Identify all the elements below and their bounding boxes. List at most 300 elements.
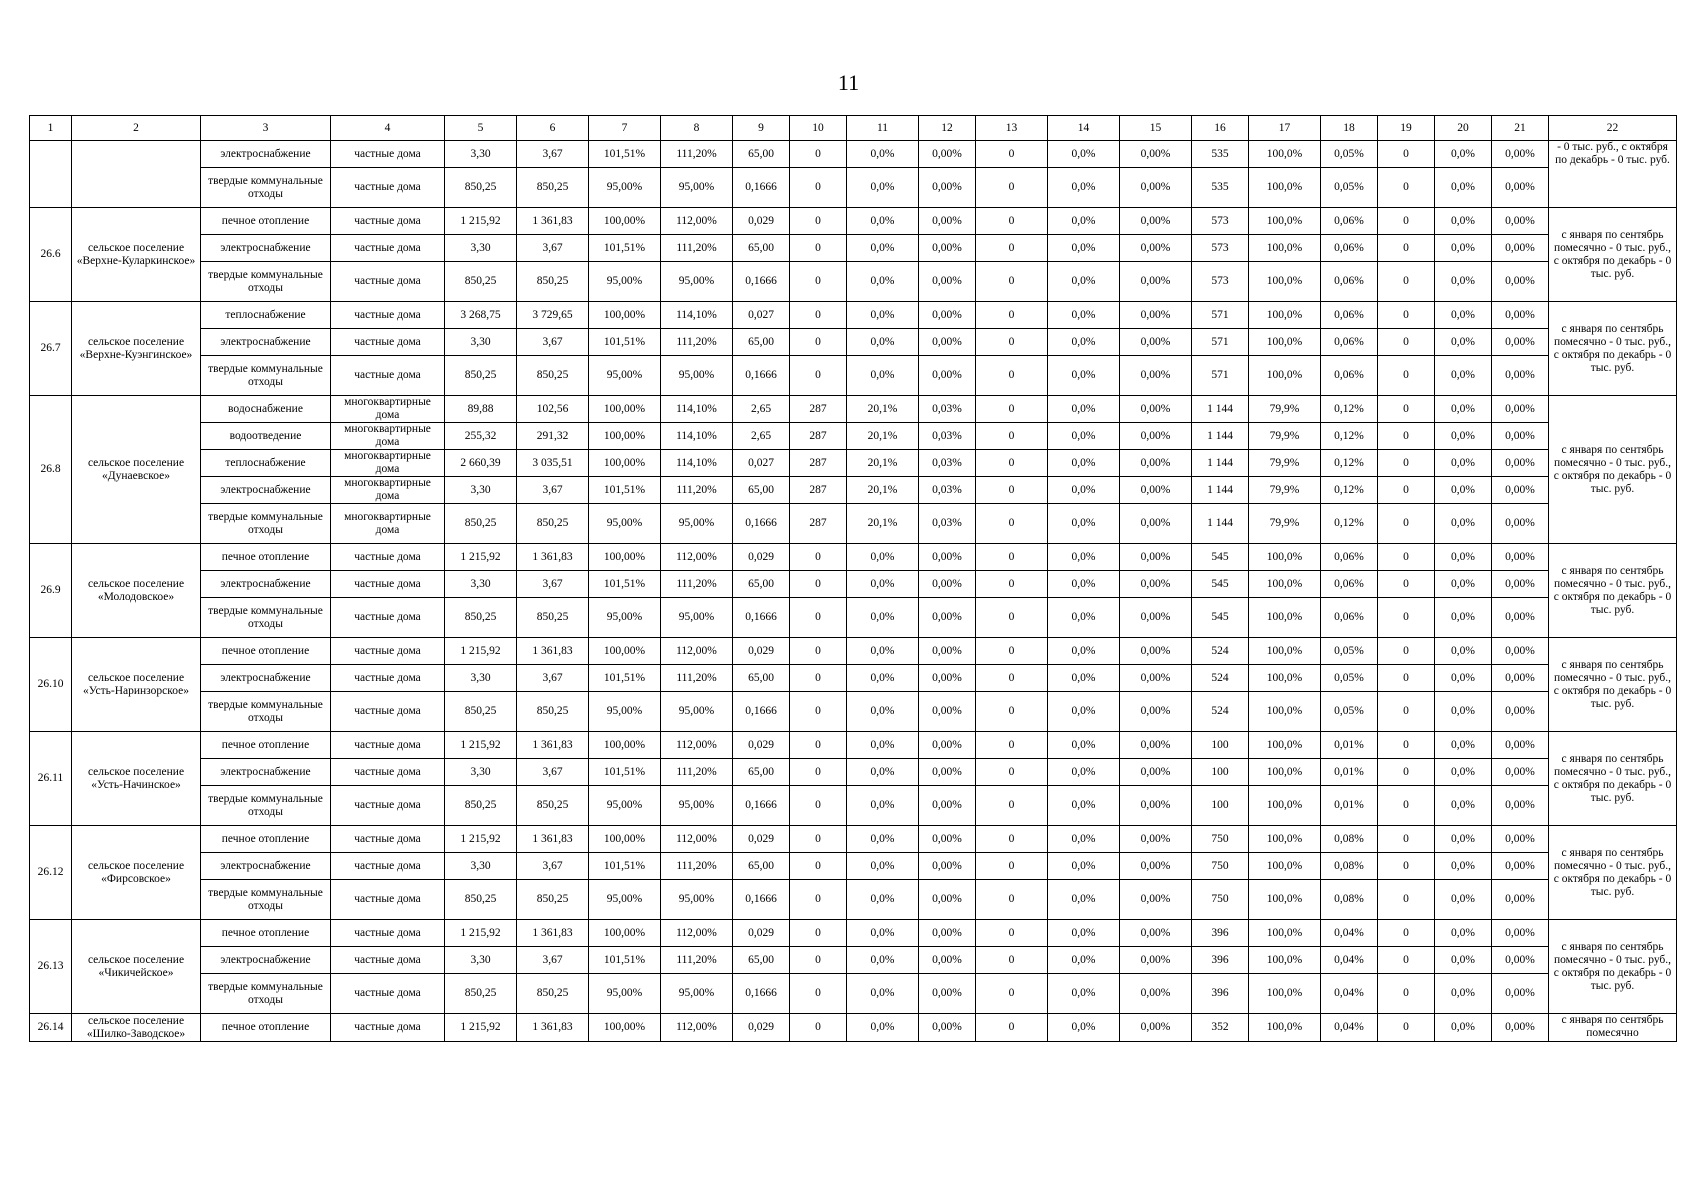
table-cell: 0,0%: [1435, 396, 1492, 423]
table-cell: 0,0%: [1435, 450, 1492, 477]
table-cell: 524: [1192, 665, 1249, 692]
table-cell: 0,12%: [1321, 396, 1378, 423]
table-cell: 112,00%: [661, 826, 733, 853]
table-cell: 0,0%: [1048, 598, 1120, 638]
service-type: электроснабжение: [201, 665, 331, 692]
table-cell: 1 144: [1192, 396, 1249, 423]
table-cell: 95,00%: [661, 880, 733, 920]
table-cell: 20,1%: [847, 396, 919, 423]
table-cell: 0,00%: [1492, 947, 1549, 974]
table-cell: 0,00%: [919, 826, 976, 853]
table-cell: 79,9%: [1249, 423, 1321, 450]
housing-type: частные дома: [331, 329, 445, 356]
table-cell: 0,00%: [919, 638, 976, 665]
table-cell: 111,20%: [661, 853, 733, 880]
table-cell: 0: [1378, 168, 1435, 208]
housing-type: частные дома: [331, 356, 445, 396]
table-cell: 100,00%: [589, 450, 661, 477]
table-cell: 1 215,92: [445, 638, 517, 665]
column-header: 19: [1378, 116, 1435, 141]
table-cell: 100,0%: [1249, 598, 1321, 638]
payment-note: с января по сентябрь помесячно - 0 тыс. руб., с октября по декабрь - 0 тыс. руб.: [1549, 302, 1677, 396]
table-cell: 0,05%: [1321, 638, 1378, 665]
table-cell: 0,06%: [1321, 302, 1378, 329]
table-cell: 100,00%: [589, 544, 661, 571]
table-cell: 0,0%: [1048, 423, 1120, 450]
table-cell: 100,0%: [1249, 880, 1321, 920]
table-cell: 3,67: [517, 571, 589, 598]
table-cell: 3,67: [517, 141, 589, 168]
table-cell: 65,00: [733, 853, 790, 880]
table-cell: 0,00%: [1120, 826, 1192, 853]
table-cell: 850,25: [517, 356, 589, 396]
table-cell: 545: [1192, 571, 1249, 598]
table-cell: 524: [1192, 638, 1249, 665]
housing-type: частные дома: [331, 732, 445, 759]
table-cell: 0,0%: [1048, 396, 1120, 423]
table-cell: 0,04%: [1321, 920, 1378, 947]
table-cell: 100,0%: [1249, 1014, 1321, 1042]
service-type: электроснабжение: [201, 235, 331, 262]
table-cell: 95,00%: [661, 786, 733, 826]
table-cell: 0,12%: [1321, 477, 1378, 504]
table-cell: 0,0%: [847, 262, 919, 302]
table-cell: 0,06%: [1321, 208, 1378, 235]
table-row: [30, 141, 1677, 168]
table-cell: 3,30: [445, 235, 517, 262]
table-cell: 0,00%: [1492, 235, 1549, 262]
table-cell: 0,05%: [1321, 141, 1378, 168]
table-cell: 0,00%: [1492, 544, 1549, 571]
table-cell: 3 035,51: [517, 450, 589, 477]
housing-type: многоквартирные дома: [331, 396, 445, 423]
table-cell: 1 361,83: [517, 208, 589, 235]
table-cell: 0,00%: [1120, 571, 1192, 598]
table-cell: 0,0%: [847, 302, 919, 329]
table-cell: 0,1666: [733, 692, 790, 732]
table-cell: 0: [790, 974, 847, 1014]
table-cell: 0,00%: [1492, 262, 1549, 302]
table-cell: 65,00: [733, 665, 790, 692]
table-cell: 0: [790, 826, 847, 853]
housing-type: частные дома: [331, 759, 445, 786]
column-header: 9: [733, 116, 790, 141]
table-cell: 101,51%: [589, 235, 661, 262]
table-row: [30, 853, 1677, 880]
table-cell: 850,25: [445, 880, 517, 920]
table-row: [30, 974, 1677, 1014]
table-cell: 0,05%: [1321, 692, 1378, 732]
table-cell: 0,12%: [1321, 423, 1378, 450]
table-cell: 573: [1192, 235, 1249, 262]
table-row: [30, 1014, 1677, 1042]
table-cell: 0: [976, 356, 1048, 396]
column-header: 14: [1048, 116, 1120, 141]
table-cell: 0,00%: [1120, 396, 1192, 423]
table-cell: 112,00%: [661, 638, 733, 665]
table-row: [30, 826, 1677, 853]
data-table: [29, 115, 1677, 1042]
table-cell: 100,0%: [1249, 920, 1321, 947]
table-cell: 0,00%: [919, 880, 976, 920]
column-header: 8: [661, 116, 733, 141]
table-cell: 0,0%: [1435, 571, 1492, 598]
table-cell: 850,25: [445, 504, 517, 544]
table-cell: 1 215,92: [445, 826, 517, 853]
payment-note: с января по сентябрь помесячно - 0 тыс. руб., с октября по декабрь - 0 тыс. руб.: [1549, 544, 1677, 638]
table-cell: 0,00%: [919, 920, 976, 947]
table-cell: 0,00%: [1120, 544, 1192, 571]
table-cell: 0,0%: [1435, 477, 1492, 504]
table-cell: 0: [790, 880, 847, 920]
table-cell: 0,06%: [1321, 235, 1378, 262]
table-cell: 95,00%: [589, 262, 661, 302]
table-cell: 2,65: [733, 396, 790, 423]
table-cell: 0,027: [733, 302, 790, 329]
table-cell: 0: [976, 826, 1048, 853]
table-cell: 100,00%: [589, 638, 661, 665]
table-cell: 0,0%: [847, 544, 919, 571]
table-row: [30, 329, 1677, 356]
table-cell: 0,06%: [1321, 262, 1378, 302]
table-cell: 0: [976, 262, 1048, 302]
table-cell: 1 361,83: [517, 826, 589, 853]
column-header: 18: [1321, 116, 1378, 141]
table-row: [30, 880, 1677, 920]
table-cell: 0,0%: [847, 168, 919, 208]
housing-type: частные дома: [331, 786, 445, 826]
table-cell: 95,00%: [661, 504, 733, 544]
table-cell: 111,20%: [661, 759, 733, 786]
table-cell: 0,0%: [1048, 692, 1120, 732]
table-row: [30, 450, 1677, 477]
table-cell: 0,04%: [1321, 1014, 1378, 1042]
table-cell: 100,0%: [1249, 329, 1321, 356]
row-number: [30, 141, 72, 208]
table-cell: 0: [790, 141, 847, 168]
table-cell: 100,0%: [1249, 571, 1321, 598]
table-cell: 0: [1378, 947, 1435, 974]
table-cell: 0,0%: [847, 235, 919, 262]
table-cell: 0,00%: [1120, 880, 1192, 920]
table-cell: 0,0%: [1048, 880, 1120, 920]
table-cell: 0,06%: [1321, 571, 1378, 598]
table-cell: 571: [1192, 302, 1249, 329]
table-cell: 0,00%: [1492, 880, 1549, 920]
table-cell: 0,12%: [1321, 504, 1378, 544]
table-cell: 0,0%: [847, 732, 919, 759]
column-header: 12: [919, 116, 976, 141]
table-cell: 0,00%: [1120, 732, 1192, 759]
table-cell: 0: [976, 477, 1048, 504]
table-cell: 0,01%: [1321, 759, 1378, 786]
table-cell: 0,03%: [919, 504, 976, 544]
payment-note: с января по сентябрь помесячно - 0 тыс. руб., с октября по декабрь - 0 тыс. руб.: [1549, 826, 1677, 920]
table-cell: 0: [790, 853, 847, 880]
table-cell: 0,0%: [1048, 638, 1120, 665]
table-cell: 0: [1378, 665, 1435, 692]
column-header: 2: [72, 116, 201, 141]
table-cell: 535: [1192, 168, 1249, 208]
table-cell: 0,0%: [1048, 504, 1120, 544]
table-cell: 111,20%: [661, 571, 733, 598]
table-cell: 0,00%: [919, 759, 976, 786]
table-cell: 287: [790, 396, 847, 423]
table-cell: 101,51%: [589, 571, 661, 598]
table-cell: 0: [976, 692, 1048, 732]
settlement-name: сельское поселение «Фирсовское»: [72, 826, 201, 920]
table-cell: 0,00%: [919, 692, 976, 732]
table-cell: 0,00%: [1120, 302, 1192, 329]
table-cell: 1 144: [1192, 423, 1249, 450]
column-header: 22: [1549, 116, 1677, 141]
table-cell: 0,00%: [1492, 1014, 1549, 1042]
table-cell: 3,67: [517, 853, 589, 880]
table-cell: 850,25: [445, 356, 517, 396]
table-cell: 396: [1192, 920, 1249, 947]
table-cell: 95,00%: [589, 974, 661, 1014]
table-cell: 0,1666: [733, 504, 790, 544]
table-cell: 95,00%: [661, 692, 733, 732]
service-type: печное отопление: [201, 732, 331, 759]
table-cell: 0,1666: [733, 880, 790, 920]
table-cell: 0,029: [733, 1014, 790, 1042]
table-cell: 0: [790, 947, 847, 974]
table-cell: 1 215,92: [445, 208, 517, 235]
table-cell: 112,00%: [661, 544, 733, 571]
table-cell: 0,0%: [1048, 732, 1120, 759]
column-header: 20: [1435, 116, 1492, 141]
table-cell: 20,1%: [847, 450, 919, 477]
table-cell: 0,0%: [1435, 598, 1492, 638]
service-type: твердые коммунальные отходы: [201, 598, 331, 638]
table-cell: 100,0%: [1249, 786, 1321, 826]
table-cell: 111,20%: [661, 329, 733, 356]
table-cell: 0: [790, 759, 847, 786]
table-cell: 100,0%: [1249, 853, 1321, 880]
table-cell: 0,03%: [919, 423, 976, 450]
table-cell: 95,00%: [589, 356, 661, 396]
service-type: твердые коммунальные отходы: [201, 786, 331, 826]
table-cell: 100: [1192, 732, 1249, 759]
housing-type: многоквартирные дома: [331, 504, 445, 544]
table-cell: 0,00%: [1492, 450, 1549, 477]
settlement-name: сельское поселение «Молодовское»: [72, 544, 201, 638]
column-header: 15: [1120, 116, 1192, 141]
table-row: [30, 786, 1677, 826]
table-cell: 0: [1378, 141, 1435, 168]
table-cell: 0,00%: [1492, 974, 1549, 1014]
table-cell: 0: [1378, 1014, 1435, 1042]
table-cell: 100,0%: [1249, 356, 1321, 396]
table-cell: 0,00%: [1120, 638, 1192, 665]
table-cell: 3 729,65: [517, 302, 589, 329]
table-cell: 3,30: [445, 329, 517, 356]
table-cell: 0,00%: [919, 141, 976, 168]
table-cell: 1 215,92: [445, 920, 517, 947]
table-cell: 0,0%: [847, 141, 919, 168]
table-row: [30, 544, 1677, 571]
table-cell: 0,00%: [1492, 356, 1549, 396]
table-cell: 0: [1378, 880, 1435, 920]
settlement-name: сельское поселение «Усть-Наринзорское»: [72, 638, 201, 732]
table-cell: 0,0%: [1048, 141, 1120, 168]
settlement-name: сельское поселение «Чикичейское»: [72, 920, 201, 1014]
table-cell: 100,0%: [1249, 759, 1321, 786]
table-cell: 0: [1378, 920, 1435, 947]
table-cell: 1 144: [1192, 477, 1249, 504]
table-cell: 0,04%: [1321, 947, 1378, 974]
table-cell: 100,00%: [589, 302, 661, 329]
table-cell: 0,00%: [1492, 759, 1549, 786]
table-row: [30, 168, 1677, 208]
table-cell: 0,00%: [919, 356, 976, 396]
table-cell: 0,0%: [847, 1014, 919, 1042]
table-cell: 0,00%: [1120, 692, 1192, 732]
table-cell: 0,00%: [1492, 477, 1549, 504]
service-type: электроснабжение: [201, 853, 331, 880]
table-cell: 0,00%: [919, 302, 976, 329]
table-cell: 0,029: [733, 544, 790, 571]
service-type: печное отопление: [201, 544, 331, 571]
table-cell: 100,0%: [1249, 665, 1321, 692]
table-cell: 0,00%: [1120, 759, 1192, 786]
service-type: электроснабжение: [201, 759, 331, 786]
table-cell: 0,0%: [1435, 262, 1492, 302]
table-cell: 0,029: [733, 920, 790, 947]
table-cell: 0,00%: [1492, 571, 1549, 598]
table-cell: 0,00%: [1120, 356, 1192, 396]
table-cell: 0,0%: [847, 947, 919, 974]
table-cell: 100,0%: [1249, 235, 1321, 262]
table-cell: 100,00%: [589, 208, 661, 235]
payment-note: с января по сентябрь помесячно - 0 тыс. руб., с октября по декабрь - 0 тыс. руб.: [1549, 638, 1677, 732]
table-cell: 0,00%: [919, 598, 976, 638]
table-cell: 0: [1378, 571, 1435, 598]
table-cell: 1 215,92: [445, 732, 517, 759]
table-cell: 0,0%: [1435, 423, 1492, 450]
row-number: 26.8: [30, 396, 72, 544]
table-cell: 0,0%: [847, 598, 919, 638]
settlement-name: сельское поселение «Верхне-Куларкинское»: [72, 208, 201, 302]
table-cell: 0,00%: [919, 571, 976, 598]
table-cell: 0,0%: [1048, 450, 1120, 477]
service-type: водоснабжение: [201, 396, 331, 423]
table-cell: 0,00%: [1492, 208, 1549, 235]
table-cell: 0,0%: [1048, 853, 1120, 880]
table-cell: 0,029: [733, 208, 790, 235]
service-type: печное отопление: [201, 920, 331, 947]
table-cell: 0: [790, 1014, 847, 1042]
table-cell: 0,0%: [1048, 356, 1120, 396]
table-cell: 291,32: [517, 423, 589, 450]
table-cell: 0,0%: [847, 759, 919, 786]
table-cell: 0,00%: [1492, 853, 1549, 880]
table-cell: 750: [1192, 826, 1249, 853]
settlement-name: сельское поселение «Верхне-Куэнгинское»: [72, 302, 201, 396]
table-cell: 0,08%: [1321, 826, 1378, 853]
table-cell: 0,00%: [919, 732, 976, 759]
table-cell: 0,00%: [1492, 598, 1549, 638]
table-cell: 0,01%: [1321, 786, 1378, 826]
table-cell: 750: [1192, 853, 1249, 880]
table-cell: 3,67: [517, 759, 589, 786]
housing-type: частные дома: [331, 880, 445, 920]
table-cell: 0: [1378, 356, 1435, 396]
table-cell: 0,08%: [1321, 853, 1378, 880]
table-cell: 0,00%: [1120, 477, 1192, 504]
service-type: твердые коммунальные отходы: [201, 262, 331, 302]
table-cell: 0,0%: [1435, 544, 1492, 571]
table-cell: 0,12%: [1321, 450, 1378, 477]
housing-type: частные дома: [331, 1014, 445, 1042]
table-cell: 0,0%: [1435, 732, 1492, 759]
housing-type: частные дома: [331, 974, 445, 1014]
table-cell: 20,1%: [847, 504, 919, 544]
settlement-name: сельское поселение «Дунаевское»: [72, 396, 201, 544]
column-header: 3: [201, 116, 331, 141]
table-cell: 0: [976, 920, 1048, 947]
table-cell: 79,9%: [1249, 504, 1321, 544]
table-cell: 0: [976, 141, 1048, 168]
table-cell: 0: [976, 853, 1048, 880]
service-type: электроснабжение: [201, 141, 331, 168]
table-cell: 100,00%: [589, 1014, 661, 1042]
table-cell: 850,25: [445, 168, 517, 208]
service-type: печное отопление: [201, 1014, 331, 1042]
table-cell: 0,00%: [1492, 732, 1549, 759]
table-row: [30, 665, 1677, 692]
table-cell: 3,67: [517, 477, 589, 504]
table-cell: 545: [1192, 544, 1249, 571]
table-cell: 0,0%: [1048, 168, 1120, 208]
row-number: 26.7: [30, 302, 72, 396]
table-cell: 100,00%: [589, 732, 661, 759]
table-cell: 0,0%: [1435, 692, 1492, 732]
settlement-name: сельское поселение «Усть-Начинское»: [72, 732, 201, 826]
table-cell: 0,00%: [1492, 329, 1549, 356]
table-cell: 0,0%: [1435, 665, 1492, 692]
table-cell: 0,0%: [1435, 504, 1492, 544]
service-type: твердые коммунальные отходы: [201, 974, 331, 1014]
table-cell: 0,0%: [1435, 329, 1492, 356]
table-cell: 0: [976, 786, 1048, 826]
table-cell: 100,00%: [589, 826, 661, 853]
page-number: 11: [837, 70, 860, 95]
table-row: [30, 638, 1677, 665]
table-row: [30, 235, 1677, 262]
table-cell: 0,06%: [1321, 356, 1378, 396]
table-cell: 0,00%: [1492, 168, 1549, 208]
table-cell: 0: [1378, 504, 1435, 544]
table-cell: 0: [1378, 450, 1435, 477]
table-cell: 79,9%: [1249, 450, 1321, 477]
table-cell: 0: [1378, 235, 1435, 262]
housing-type: частные дома: [331, 571, 445, 598]
service-type: твердые коммунальные отходы: [201, 504, 331, 544]
table-cell: 0: [790, 920, 847, 947]
table-cell: 95,00%: [589, 504, 661, 544]
table-cell: 3,67: [517, 235, 589, 262]
table-cell: 0,00%: [919, 974, 976, 1014]
table-cell: 0: [1378, 598, 1435, 638]
payment-note: с января по сентябрь помесячно - 0 тыс. руб., с октября по декабрь - 0 тыс. руб.: [1549, 396, 1677, 544]
table-cell: 287: [790, 450, 847, 477]
table-cell: 0,00%: [1492, 826, 1549, 853]
table-cell: 0,0%: [1048, 477, 1120, 504]
table-cell: 0,00%: [1492, 920, 1549, 947]
service-type: твердые коммунальные отходы: [201, 356, 331, 396]
